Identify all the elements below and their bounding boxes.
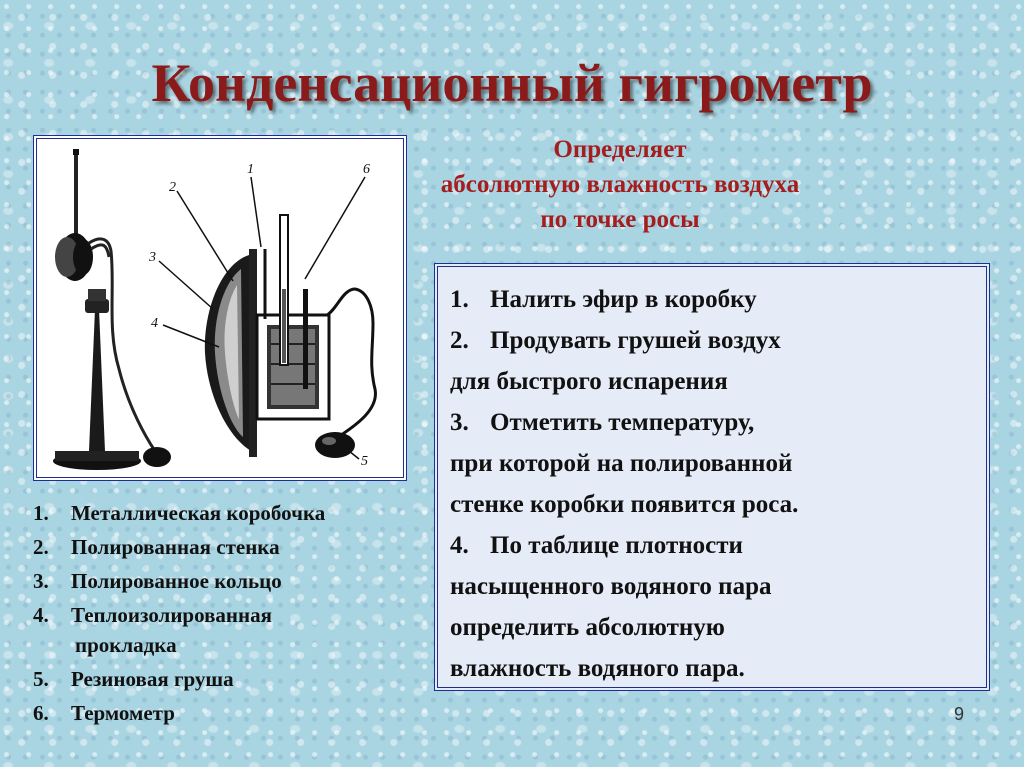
step-item — [450, 279, 986, 320]
step-number: 3. — [450, 409, 469, 436]
list-item-text: Полированное кольцо — [71, 569, 282, 593]
step-text: По таблице плотности — [490, 532, 743, 559]
step-text: Отметить температуру, — [490, 409, 755, 436]
list-item-text: Резиновая груша — [71, 667, 234, 691]
list-item-number: 2. — [33, 535, 49, 559]
list-item-continuation: прокладка — [75, 633, 177, 657]
step-text: Продувать грушей воздух — [490, 327, 781, 354]
step-continuation: влажность водяного пара. — [450, 655, 745, 682]
list-item — [33, 530, 433, 564]
parts-legend-list — [33, 496, 433, 730]
step-item — [450, 525, 986, 566]
assembled-hygrometer-drawing — [53, 149, 171, 470]
list-item-text: Теплоизолированная — [71, 603, 272, 627]
callout-label: 6 — [363, 162, 370, 177]
page-number: 9 — [953, 704, 964, 724]
step-continuation: для быстрого испарения — [450, 368, 728, 395]
list-item-number: 5. — [33, 667, 49, 691]
list-item — [33, 564, 433, 598]
list-item — [33, 696, 433, 730]
callout-label: 5 — [361, 454, 368, 469]
hygrometer-cross-section-drawing — [148, 162, 375, 469]
step-number: 4. — [450, 532, 469, 559]
list-item-number: 1. — [33, 501, 49, 525]
list-item-text: Металлическая коробочка — [71, 501, 326, 525]
list-item-number: 4. — [33, 603, 49, 627]
step-continuation: насыщенного водяного пара — [450, 573, 772, 600]
procedure-steps-box — [434, 263, 990, 691]
list-item-number: 6. — [33, 701, 49, 725]
slide-title: Конденсационный гигрометр — [151, 53, 873, 113]
list-item-number: 3. — [33, 569, 49, 593]
subtitle-line: Определяет — [553, 136, 687, 163]
callout-label: 1 — [247, 162, 254, 177]
step-continuation: при которой на полированной — [450, 450, 793, 477]
step-continuation: стенке коробки появится роса. — [450, 491, 799, 518]
hygrometer-illustration-frame — [33, 135, 407, 481]
list-item — [33, 496, 433, 530]
step-item — [450, 402, 986, 443]
callout-label: 2 — [169, 180, 176, 195]
step-continuation: определить абсолютную — [450, 614, 725, 641]
list-item — [33, 662, 433, 696]
step-item — [450, 320, 986, 361]
subtitle — [430, 132, 810, 237]
step-number: 1. — [450, 286, 469, 313]
list-item-text: Термометр — [71, 701, 175, 725]
list-item-text: Полированная стенка — [71, 535, 280, 559]
step-number: 2. — [450, 327, 469, 354]
callout-label: 4 — [151, 316, 158, 331]
subtitle-line: по точке росы — [540, 206, 700, 233]
hygrometer-illustration — [37, 139, 403, 477]
subtitle-line: абсолютную влажность воздуха — [440, 171, 800, 198]
step-text: Налить эфир в коробку — [490, 286, 757, 313]
callout-label: 3 — [149, 250, 156, 265]
list-item — [33, 598, 433, 632]
